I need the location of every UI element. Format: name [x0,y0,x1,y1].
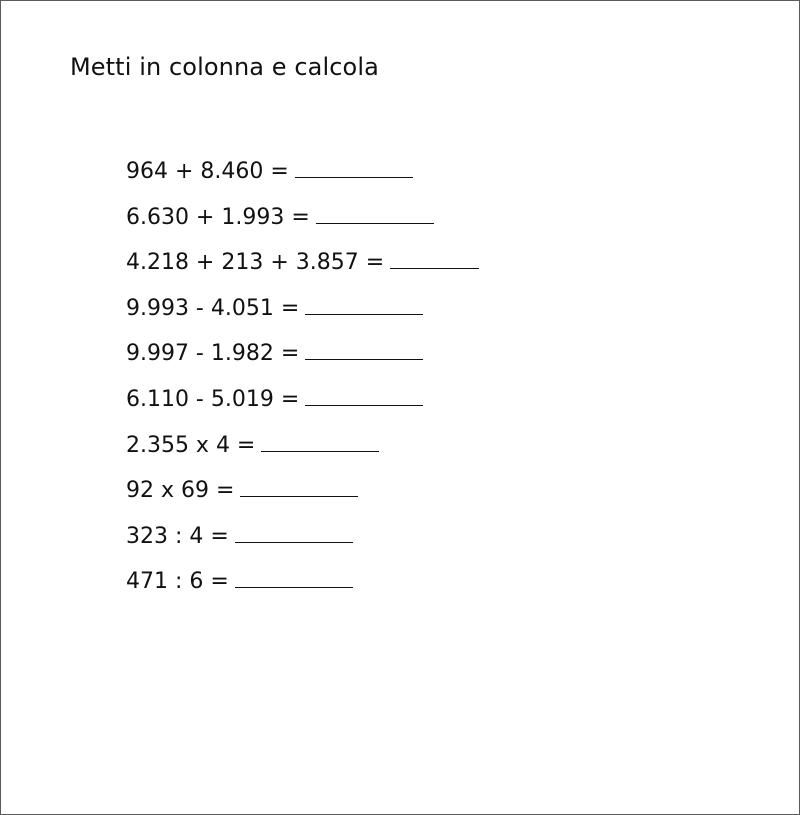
exercise-expression: 4.218 + 213 + 3.857 = [125,250,385,276]
answer-blank[interactable] [305,339,423,360]
worksheet [70,51,750,595]
exercise-list [70,127,479,595]
exercise-expression: 323 : 4 = [125,523,229,549]
exercise-expression: 471 : 6 = [125,569,229,595]
exercise-expression: 9.997 - 1.982 = [125,341,300,367]
answer-blank[interactable] [390,248,479,269]
worksheet-title: Metti in colonna e calcola [70,53,379,81]
exercise-expression: 6.630 + 1.993 = [125,204,310,230]
answer-blank[interactable] [295,157,413,178]
answer-blank[interactable] [261,431,379,452]
answer-blank[interactable] [305,294,423,315]
exercise-expression: 92 x 69 = [125,478,235,504]
exercise-expression: 9.993 - 4.051 = [125,295,300,321]
answer-blank[interactable] [316,203,434,224]
exercise-1 [70,127,479,184]
exercise-expression: 2.355 x 4 = [125,432,256,458]
answer-blank[interactable] [305,385,423,406]
answer-blank[interactable] [235,567,353,588]
exercise-expression: 6.110 - 5.019 = [125,386,300,412]
answer-blank[interactable] [240,476,358,497]
answer-blank[interactable] [235,522,353,543]
exercise-expression: 964 + 8.460 = [125,159,289,184]
